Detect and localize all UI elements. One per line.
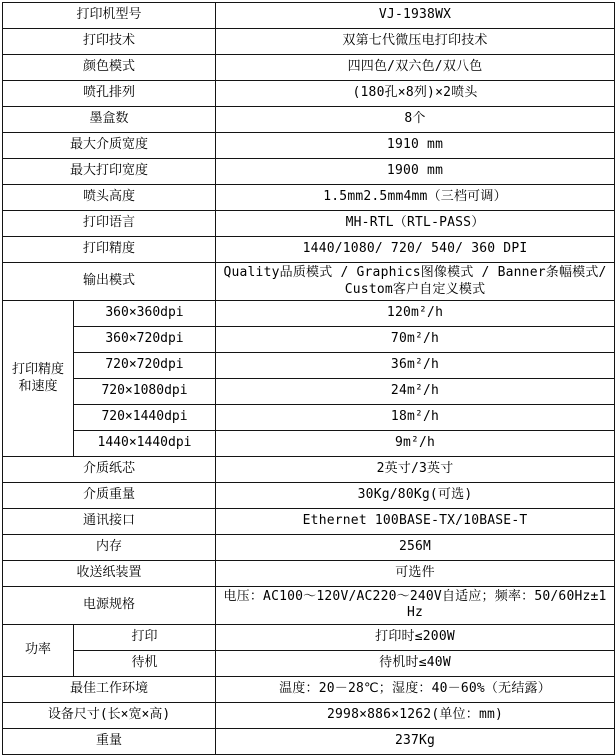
spec-value: 237Kg [216, 728, 615, 754]
spec-label: 打印精度 [3, 237, 216, 263]
spec-label: 打印技术 [3, 29, 216, 55]
spec-value: 36m²/h [216, 353, 615, 379]
spec-value: 可选件 [216, 561, 615, 587]
table-row [3, 728, 615, 754]
spec-value: 256M [216, 535, 615, 561]
table-row [3, 650, 615, 676]
spec-label: 最大打印宽度 [3, 159, 216, 185]
table-row [3, 327, 615, 353]
spec-label: 打印语言 [3, 211, 216, 237]
table-row [3, 237, 615, 263]
table-row [3, 3, 615, 29]
table-row [3, 561, 615, 587]
spec-value: 2998×886×1262(单位：mm) [216, 702, 615, 728]
table-row [3, 405, 615, 431]
spec-label: 收送纸装置 [3, 561, 216, 587]
spec-label: 通讯接口 [3, 509, 216, 535]
spec-value: 18m²/h [216, 405, 615, 431]
spec-label: 墨盒数 [3, 107, 216, 133]
table-row [3, 301, 615, 327]
spec-sublabel: 720×1440dpi [74, 405, 216, 431]
spec-value: 8个 [216, 107, 615, 133]
spec-value: 1910 mm [216, 133, 615, 159]
table-row [3, 535, 615, 561]
table-row [3, 431, 615, 457]
spec-value: 24m²/h [216, 379, 615, 405]
spec-label: 喷孔排列 [3, 81, 216, 107]
table-row [3, 81, 615, 107]
spec-sublabel: 360×720dpi [74, 327, 216, 353]
spec-value: Quality品质模式 / Graphics图像模式 / Banner条幅模式/ Custom客户自定义模式 [216, 263, 615, 301]
spec-label: 打印机型号 [3, 3, 216, 29]
table-row [3, 379, 615, 405]
spec-value: 1900 mm [216, 159, 615, 185]
spec-value: 120m²/h [216, 301, 615, 327]
spec-label: 介质纸芯 [3, 457, 216, 483]
spec-sublabel: 打印 [74, 624, 216, 650]
spec-value: VJ-1938WX [216, 3, 615, 29]
spec-label: 内存 [3, 535, 216, 561]
table-row [3, 107, 615, 133]
spec-label: 喷头高度 [3, 185, 216, 211]
spec-label: 重量 [3, 728, 216, 754]
table-row [3, 211, 615, 237]
table-row [3, 29, 615, 55]
table-row [3, 159, 615, 185]
spec-value: 待机时≤40W [216, 650, 615, 676]
spec-value: 2英寸/3英寸 [216, 457, 615, 483]
table-row [3, 509, 615, 535]
spec-value: 温度：20－28℃；湿度：40－60%（无结露） [216, 676, 615, 702]
spec-value: 30Kg/80Kg(可选) [216, 483, 615, 509]
spec-value: MH-RTL（RTL-PASS） [216, 211, 615, 237]
table-row [3, 55, 615, 81]
spec-value: 1.5mm2.5mm4mm（三档可调） [216, 185, 615, 211]
printer-spec-table [2, 2, 615, 755]
spec-value: 1440/1080/ 720/ 540/ 360 DPI [216, 237, 615, 263]
spec-value: 双第七代微压电打印技术 [216, 29, 615, 55]
spec-sublabel: 720×1080dpi [74, 379, 216, 405]
spec-label: 最佳工作环境 [3, 676, 216, 702]
table-row [3, 457, 615, 483]
spec-value: 70m²/h [216, 327, 615, 353]
spec-label: 设备尺寸(长×宽×高) [3, 702, 216, 728]
spec-label: 最大介质宽度 [3, 133, 216, 159]
spec-label: 介质重量 [3, 483, 216, 509]
table-row [3, 676, 615, 702]
table-row [3, 587, 615, 625]
spec-sublabel: 待机 [74, 650, 216, 676]
table-row [3, 133, 615, 159]
table-row [3, 483, 615, 509]
spec-label: 输出模式 [3, 263, 216, 301]
table-row [3, 624, 615, 650]
table-row [3, 185, 615, 211]
table-row [3, 263, 615, 301]
spec-value: Ethernet 100BASE-TX/10BASE-T [216, 509, 615, 535]
group-label-power: 功率 [3, 624, 74, 676]
spec-sublabel: 1440×1440dpi [74, 431, 216, 457]
table-row [3, 353, 615, 379]
spec-label: 颜色模式 [3, 55, 216, 81]
spec-value: 打印时≤200W [216, 624, 615, 650]
spec-value: 电压：AC100～120V/AC220～240V自适应；频率：50/60Hz±1Hz [216, 587, 615, 625]
spec-value: 四四色/双六色/双八色 [216, 55, 615, 81]
spec-label: 电源规格 [3, 587, 216, 625]
table-row [3, 702, 615, 728]
spec-value: 9m²/h [216, 431, 615, 457]
spec-sublabel: 720×720dpi [74, 353, 216, 379]
spec-value: (180孔×8列)×2喷头 [216, 81, 615, 107]
spec-sublabel: 360×360dpi [74, 301, 216, 327]
group-label-speed: 打印精度和速度 [3, 301, 74, 457]
